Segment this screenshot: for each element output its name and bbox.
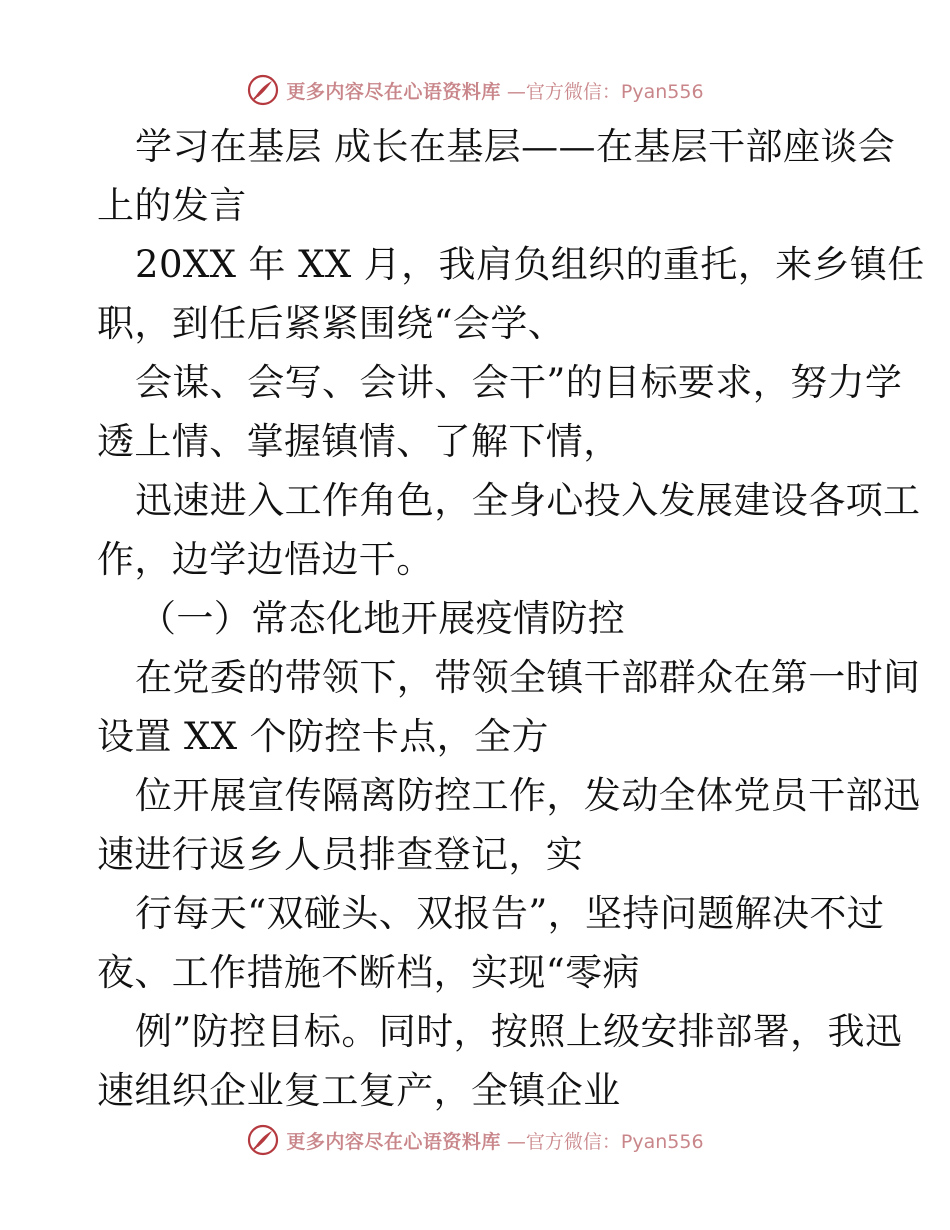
text-line: 20XX 年 XX 月，我肩负组织的重托，来乡镇任 (135, 243, 925, 286)
text-line: 在党委的带领下，带领全镇干部群众在第一时间 (135, 656, 921, 699)
header-wechat-text: —官方微信：Pyan556 (506, 80, 704, 103)
section-heading: （一）常态化地开展疫情防控 (139, 597, 626, 640)
footer-site-text: 更多内容尽在心语资料库 (286, 1130, 501, 1153)
text-line: 迅速进入工作角色，全身心投入发展建设各项工 (135, 479, 921, 522)
body-text (97, 117, 925, 1120)
text-line: 上的发言 (97, 184, 247, 227)
text-line: 会谋、会写、会讲、会干”的目标要求，努力学 (135, 361, 903, 404)
text-line: 设置 XX 个防控卡点，全方 (97, 715, 549, 758)
quill-logo-icon (246, 1123, 280, 1157)
footer-wechat-text: —官方微信：Pyan556 (506, 1130, 704, 1153)
header-site-text: 更多内容尽在心语资料库 (286, 80, 501, 103)
footer-banner (0, 1120, 950, 1160)
text-line: 作，边学边悟边干。 (97, 538, 434, 581)
quill-logo-icon (246, 73, 280, 107)
text-line: 位开展宣传隔离防控工作，发动全体党员干部迅 (135, 774, 921, 817)
text-line: 速组织企业复工复产，全镇企业 (97, 1069, 621, 1112)
text-line: 学习在基层 成长在基层——在基层干部座谈会 (135, 125, 896, 168)
text-line: 行每天“双碰头、双报告”，坚持问题解决不过 (135, 892, 885, 935)
text-line: 例”防控目标。同时，按照上级安排部署，我迅 (135, 1010, 903, 1053)
header-banner (0, 70, 950, 110)
text-line: 速进行返乡人员排查登记，实 (97, 833, 584, 876)
text-line: 透上情、掌握镇情、了解下情， (97, 420, 621, 463)
text-line: 夜、工作措施不断档，实现“零病 (97, 951, 640, 994)
text-line: 职，到任后紧紧围绕“会学、 (97, 302, 566, 345)
